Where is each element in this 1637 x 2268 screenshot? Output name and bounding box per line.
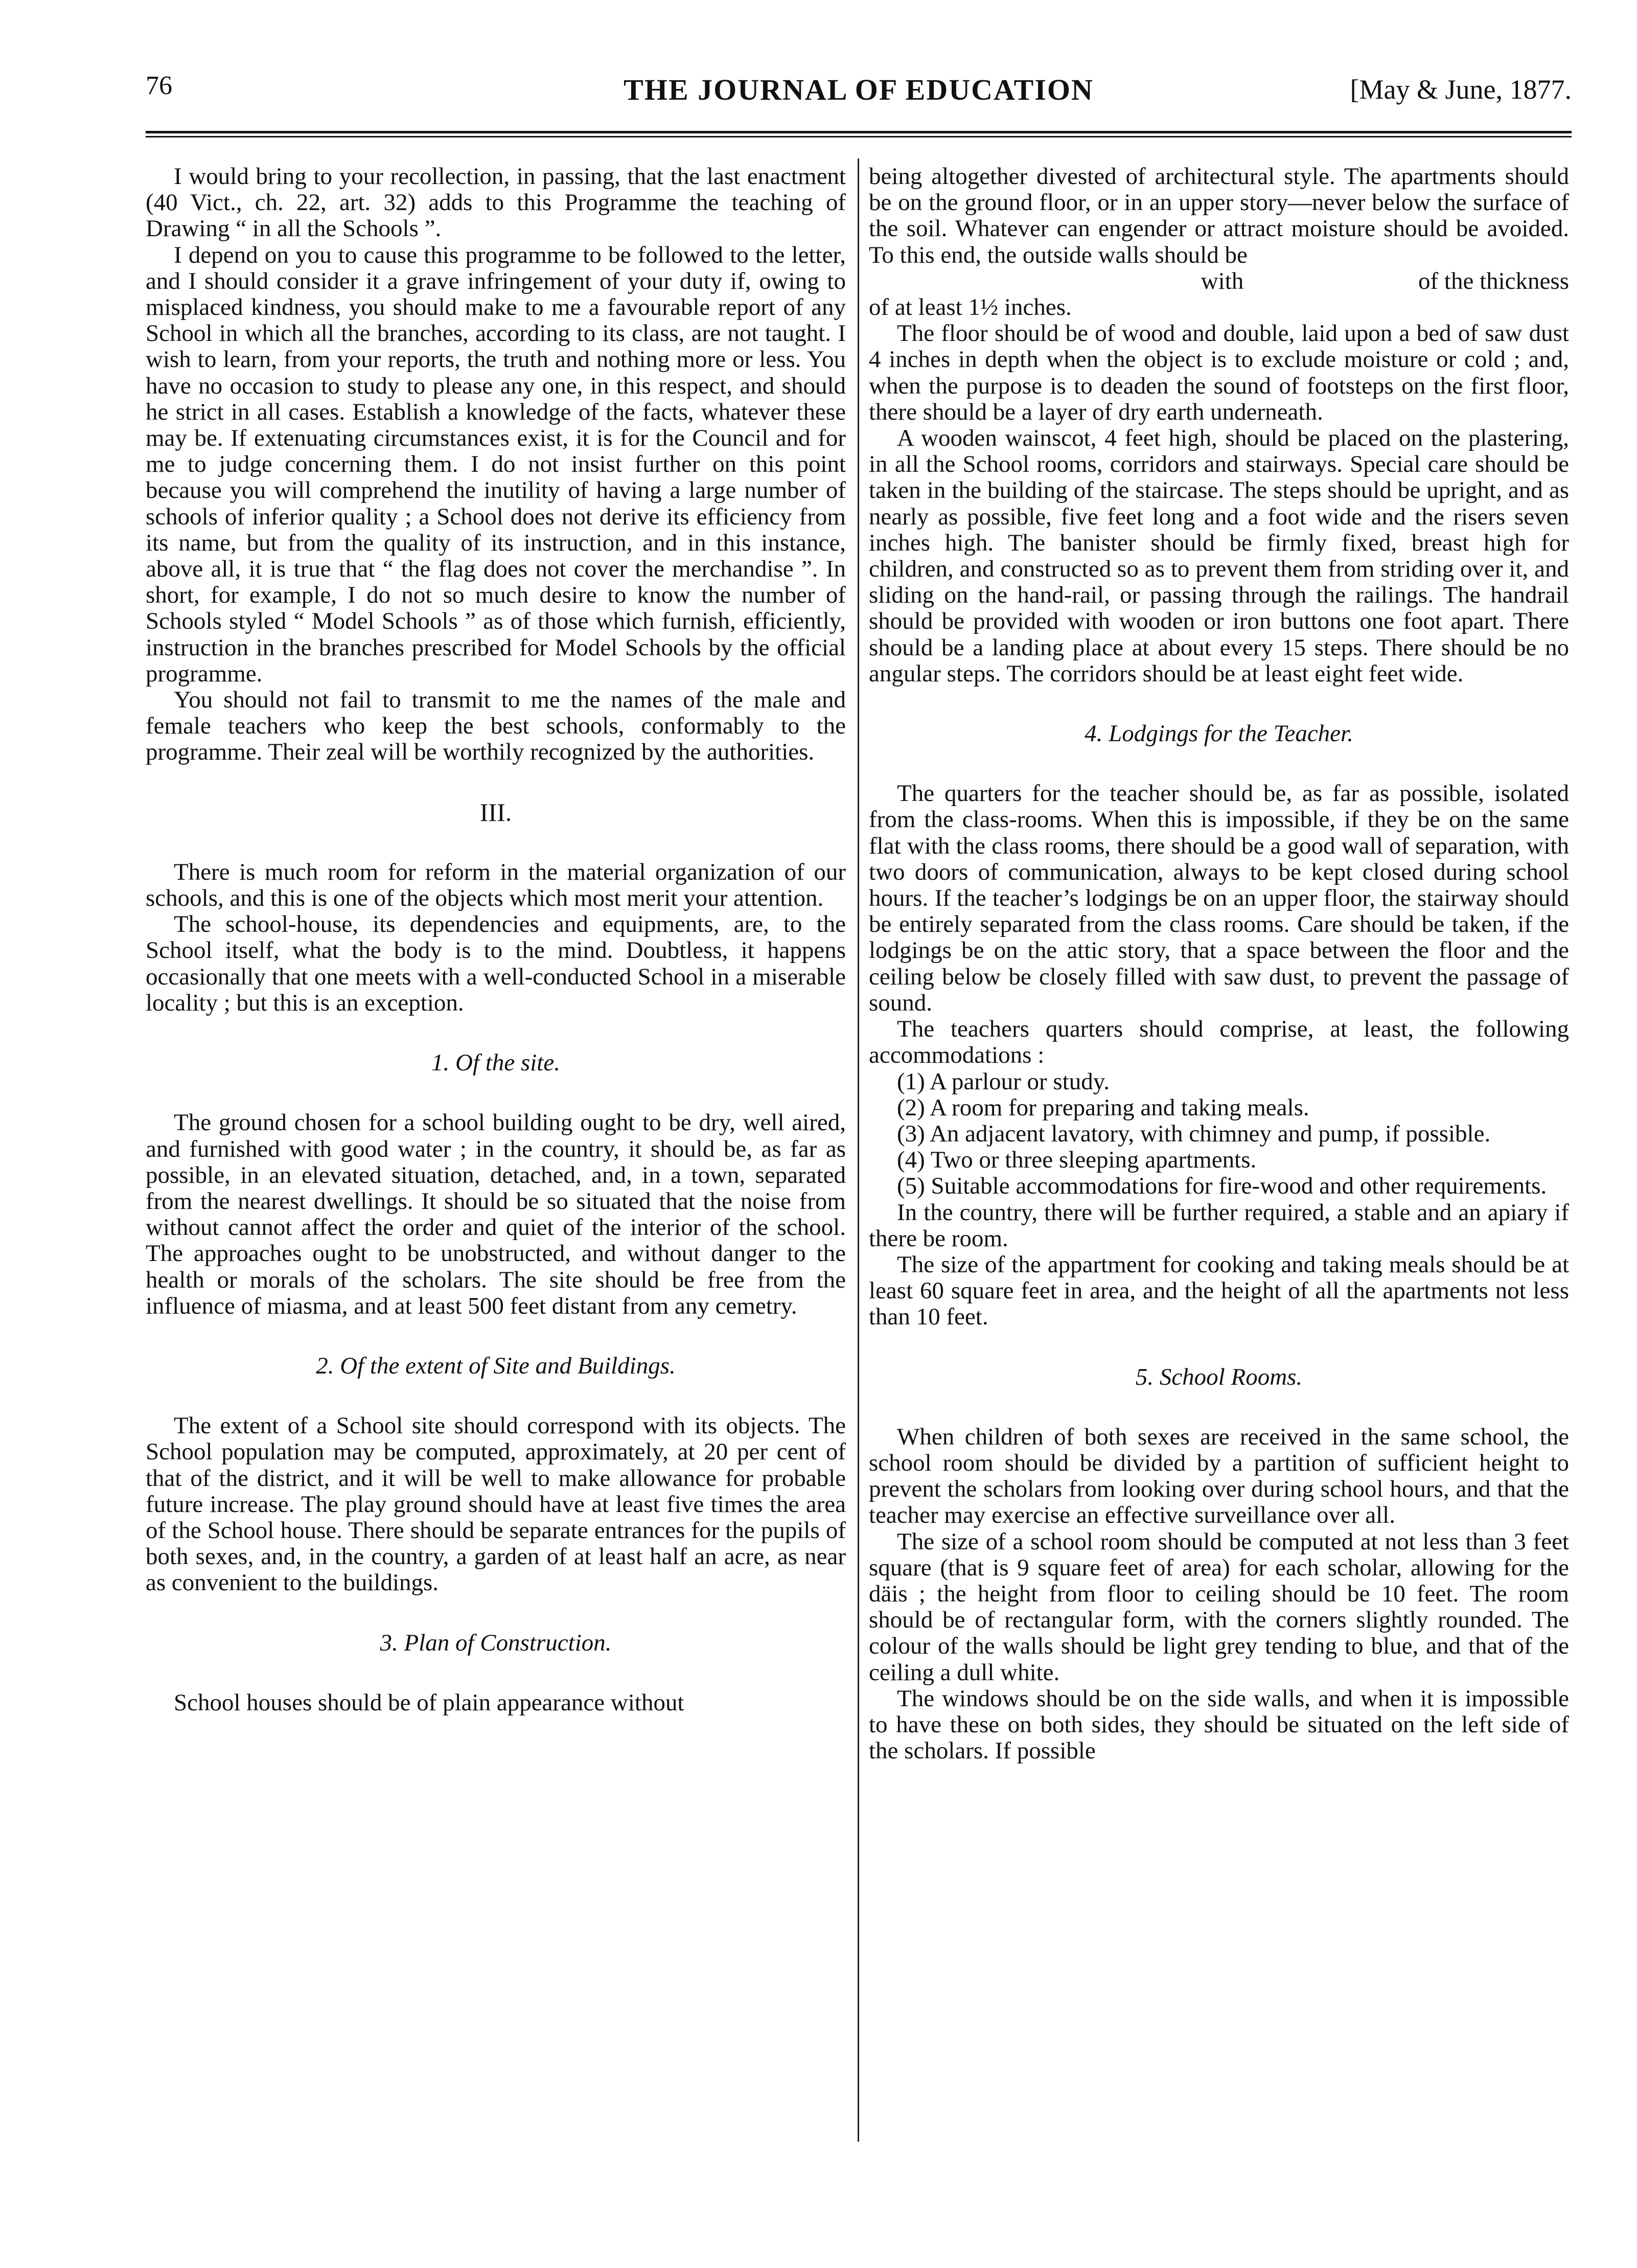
column-divider: [858, 158, 859, 2142]
paragraph-continued: being altogether divested of architectural style. The apartments should be on the ground floor, or in an upper story—never below the surface of the soil. Whatever can engender or attract moisture should be avoided. To this end, the outside walls should be: [869, 163, 1569, 268]
gap-word-with: with: [1201, 267, 1244, 294]
paragraph: I would bring to your recollection, in passing, that the last enactment (40 Vict., ch. 22, art. 32) adds to this Programme the teaching of Drawing “ in all the Schools ”.: [146, 163, 846, 242]
header-rule-thick: [146, 131, 1572, 133]
page-header: [146, 65, 1572, 127]
page-number: 76: [146, 71, 172, 100]
list-item: (5) Suitable accommodations for fire-wood and other requirements.: [897, 1173, 1547, 1200]
right-column: [869, 164, 1569, 1764]
paragraph: The windows should be on the side walls, and when it is impossible to have these on both sides, they should be situated on the left side of the scholars. If possible: [869, 1685, 1569, 1765]
gap-rest: of the thickness: [1418, 267, 1569, 294]
section-heading-school-rooms: 5. School Rooms.: [1135, 1363, 1303, 1390]
paragraph-continued-end: of at least 1½ inches.: [869, 294, 1072, 321]
section-heading-iii: III.: [479, 797, 512, 827]
header-rule-thin: [146, 136, 1572, 138]
section-heading-construction: 3. Plan of Construction.: [380, 1629, 612, 1656]
paragraph: The ground chosen for a school building ought to be dry, well aired, and furnished with good water ; in the country, it should be, as far as possible, in an elevated situation, detached, and, in a town, separated from the nearest dwellings. It should be so situated that the noise from without cannot affect the order and quiet of the interior of the school. The approaches ought to be unobstructed, and without danger to the health or morals of the scholars. The site should be free from the influence of miasma, and at least 500 feet distant from any cemetry.: [146, 1109, 846, 1319]
list-item: (3) An adjacent lavatory, with chimney and pump, if possible.: [897, 1120, 1491, 1147]
paragraph: I depend on you to cause this programme to be followed to the letter, and I should consider it a grave infringement of your duty if, owing to misplaced kindness, you should make to me a favourable report of any School in which all the branches, according to its class, are not taught. I wish to learn, from your reports, the truth and nothing more or less. You have no occasion to study to please any one, in this respect, and should he strict in all cases. Establish a knowledge of the facts, whatever these may be. If extenuating circumstances exist, it is for the Council and for me to judge concerning them. I do not insist further on this point because you will comprehend the inutility of having a large number of schools of inferior quality ; a School does not derive its efficiency from its name, but from the quality of its instruction, and in this instance, above all, it is true that “ the flag does not cover the merchandise ”. In short, for example, I do not so much desire to know the number of Schools styled “ Model Schools ” as of those which furnish, efficiently, instruction in the branches prescribed for Model Schools by the official programme.: [146, 241, 846, 687]
list-item: (1) A parlour or study.: [897, 1068, 1110, 1095]
paragraph: In the country, there will be further required, a stable and an apiary if there be room.: [869, 1199, 1569, 1252]
list-item: (2) A room for preparing and taking meals.: [897, 1094, 1309, 1121]
paragraph: When children of both sexes are received in the same school, the school room should be divided by a partition of sufficient height to prevent the scholars from looking over during school hours, and that the teacher may exercise an effective surveillance over all.: [869, 1423, 1569, 1529]
section-heading-extent: 2. Of the extent of Site and Buildings.: [316, 1352, 676, 1379]
paragraph: School houses should be of plain appearance without: [174, 1689, 684, 1716]
paragraph: You should not fail to transmit to me the names of the male and female teachers who keep the best schools, conformably to the programme. Their zeal will be worthily recognized by the authorities.: [146, 686, 846, 766]
paragraph: The size of a school room should be computed at not less than 3 feet square (that is 9 square feet of area) for each scholar, allowing for the däis ; the height from floor to ceiling should be 10 feet. The room should be of rectangular form, with the corners slightly rounded. The colour of the walls should be light grey tending to blue, and that of the ceiling a dull white.: [869, 1528, 1569, 1686]
paragraph: A wooden wainscot, 4 feet high, should be placed on the plastering, in all the School rooms, corridors and stairways. Special care should be taken in the building of the staircase. The steps should be upright, and as nearly as possible, five feet long and a foot wide and the risers seven inches high. The banister should be firmly fixed, breast high for children, and constructed so as to prevent them from striding over it, and sliding on the hand-rail, or passing through the railings. The handrail should be provided with wooden or iron buttons one foot apart. There should be a landing place at about every 15 steps. There should be no angular steps. The corridors should be at least eight feet wide.: [869, 425, 1569, 687]
paragraph: The quarters for the teacher should be, as far as possible, isolated from the class-rooms. When this is impossible, if they be on the same flat with the class rooms, there should be a good wall of separation, with two doors of communication, always to be kept closed during school hours. If the teacher’s lodgings be on an upper floor, the stairway should be entirely separated from the class rooms. Care should be taken, if the lodgings be on the attic story, that a space between the floor and the ceiling below be closely filled with saw dust, to prevent the passage of sound.: [869, 780, 1569, 1016]
paragraph: The school-house, its dependencies and equipments, are, to the School itself, what the body is to the mind. Doubtless, it happens occasionally that one meets with a well-conducted School in a miserable locality ; but this is an exception.: [146, 911, 846, 1016]
paragraph: The floor should be of wood and double, laid upon a bed of saw dust 4 inches in depth when the object is to exclude moisture or cold ; and, when the purpose is to deaden the sound of footsteps on the first floor, there should be a layer of dry earth underneath.: [869, 320, 1569, 425]
issue-date: [May & June, 1877.: [1350, 74, 1572, 105]
journal-title: THE JOURNAL OF EDUCATION: [624, 73, 1094, 106]
paragraph: The extent of a School site should correspond with its objects. The School population may be computed, approximately, at 20 per cent of that of the district, and it will be well to make allowance for probable future increase. The play ground should have at least five times the area of the School house. There should be separate entrances for the pupils of both sexes, and, in the country, a garden of at least half an acre, as near as convenient to the buildings.: [146, 1412, 846, 1596]
paragraph: The size of the appartment for cooking and taking meals should be at least 60 square feet in area, and the height of all the apartments not less than 10 feet.: [869, 1251, 1569, 1331]
paragraph: The teachers quarters should comprise, at least, the following accommodations :: [869, 1016, 1569, 1069]
paragraph: There is much room for reform in the material organization of our schools, and this is one of the objects which most merit your attention.: [146, 858, 846, 912]
list-item: (4) Two or three sleeping apartments.: [897, 1147, 1257, 1174]
section-heading-site: 1. Of the site.: [431, 1049, 560, 1076]
left-column: [146, 164, 846, 1716]
section-heading-lodgings: 4. Lodgings for the Teacher.: [1085, 720, 1353, 747]
paragraph-gap-line: [869, 268, 1569, 294]
